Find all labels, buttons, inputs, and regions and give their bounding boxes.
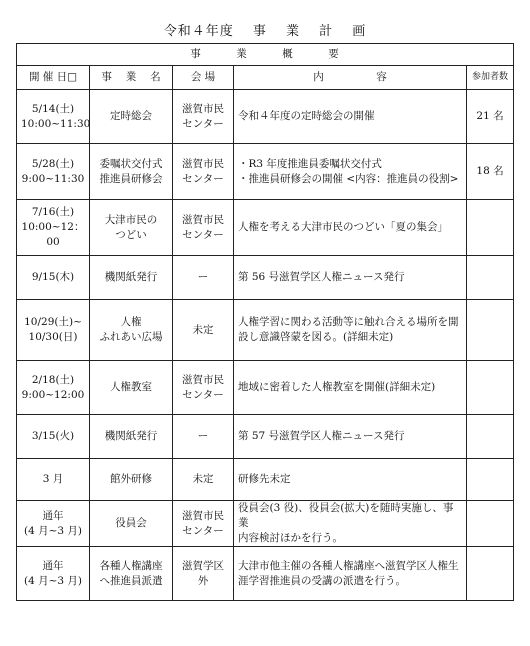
cell-event-name-line: 館外研修 xyxy=(110,473,152,485)
table-row xyxy=(17,200,514,256)
cell-venue-line: 滋賀市民 xyxy=(182,213,224,226)
cell-participants xyxy=(467,300,514,361)
header-date: 開 催 日□ xyxy=(17,66,90,90)
cell-event-name xyxy=(90,256,173,300)
cell-date-line: (4 月~3 月) xyxy=(23,524,83,537)
cell-event-name-line: 各種人権講座 xyxy=(99,559,163,572)
cell-content xyxy=(234,501,467,547)
cell-date-line: 10:00~12： xyxy=(21,221,85,233)
cell-venue xyxy=(173,501,234,547)
cell-event-name xyxy=(90,547,173,601)
cell-date-line: 10/29(土)~ xyxy=(24,316,82,328)
cell-participants-line: 21 名 xyxy=(476,110,504,122)
cell-event-name xyxy=(90,300,173,361)
table-banner: 事 業 概 要 xyxy=(17,44,514,66)
cell-content-line: 設し意識啓蒙を図る。(詳細未定) xyxy=(238,331,394,343)
table-header-row xyxy=(17,66,514,90)
cell-event-name xyxy=(90,200,173,256)
cell-event-name xyxy=(90,501,173,547)
cell-venue xyxy=(173,547,234,601)
table-row xyxy=(17,90,514,144)
cell-content-line: 大津市他主催の各種人権講座へ滋賀学区人権生 xyxy=(238,559,459,572)
cell-participants-line: 18 名 xyxy=(476,165,504,177)
cell-content xyxy=(234,144,467,200)
header-participants: 参加者数 xyxy=(467,66,514,90)
cell-content-line: ・推進員研修会の開催 <内容：推進員の役割> xyxy=(238,172,459,185)
cell-venue-line: センター xyxy=(182,388,224,401)
cell-content xyxy=(234,90,467,144)
cell-content-line: 令和４年度の定時総会の開催 xyxy=(238,110,375,122)
cell-event-name-line: ふれあい広場 xyxy=(99,331,163,343)
cell-participants xyxy=(467,459,514,501)
cell-content xyxy=(234,200,467,256)
cell-content xyxy=(234,415,467,459)
cell-venue-line: センター xyxy=(182,228,224,241)
cell-date-line: 00 xyxy=(46,236,60,248)
cell-participants xyxy=(467,501,514,547)
cell-date xyxy=(17,90,90,144)
cell-event-name-line: 人権 xyxy=(120,316,142,328)
cell-date-line: 5/28(土) xyxy=(31,157,75,170)
cell-venue-line: 外 xyxy=(197,574,209,587)
cell-venue-line: センター xyxy=(182,524,224,537)
cell-date-line: 5/14(土) xyxy=(31,102,75,115)
cell-venue-line: 滋賀市民 xyxy=(182,509,224,522)
cell-event-name xyxy=(90,144,173,200)
cell-participants xyxy=(467,256,514,300)
cell-venue xyxy=(173,361,234,415)
cell-date-line: 9:00~12:00 xyxy=(21,388,85,401)
cell-content-line: 人権学習に関わる活動等に触れ合える場所を開 xyxy=(238,316,459,328)
cell-date xyxy=(17,547,90,601)
cell-event-name-line: 推進員研修会 xyxy=(99,172,163,185)
table-row xyxy=(17,300,514,361)
cell-venue-line: 滋賀学区 xyxy=(182,559,224,572)
cell-content-line: 内容検討ほかを行う。 xyxy=(238,532,343,544)
cell-venue-line: 滋賀市民 xyxy=(182,157,224,170)
cell-venue xyxy=(173,256,234,300)
cell-content-line: ・R3 年度推進員委嘱状交付式 xyxy=(238,157,382,170)
cell-event-name-line: 機関紙発行 xyxy=(104,430,158,442)
cell-event-name-line: 機関紙発行 xyxy=(104,271,158,283)
cell-content xyxy=(234,361,467,415)
cell-venue-line: 未定 xyxy=(192,323,214,336)
cell-content-line: 第 57 号滋賀学区人権ニュース発行 xyxy=(238,430,405,442)
table-banner-row xyxy=(17,44,514,66)
cell-event-name xyxy=(90,459,173,501)
cell-date-line: 3 月 xyxy=(42,473,64,485)
cell-venue-line: 未定 xyxy=(192,473,214,485)
cell-date xyxy=(17,256,90,300)
header-name: 事 業 名 xyxy=(90,66,173,90)
plan-table xyxy=(16,43,514,601)
page-title: 令和４年度 事 業 計 画 xyxy=(163,24,367,39)
cell-participants xyxy=(467,361,514,415)
cell-content-line: 研修先未定 xyxy=(238,473,291,485)
cell-date-line: 通年 xyxy=(42,509,64,522)
cell-event-name-line: 定時総会 xyxy=(110,110,152,122)
cell-date-line: 10:00~11:30 xyxy=(21,117,91,130)
cell-venue xyxy=(173,144,234,200)
cell-date-line: 通年 xyxy=(42,559,64,572)
cell-content xyxy=(234,547,467,601)
cell-event-name-line: 役員会 xyxy=(115,517,147,529)
cell-date xyxy=(17,144,90,200)
cell-date xyxy=(17,200,90,256)
cell-date xyxy=(17,415,90,459)
cell-content-line: 人権を考える大津市民のつどい「夏の集会」 xyxy=(238,221,448,233)
cell-date-line: 7/16(土) xyxy=(31,206,75,218)
cell-participants xyxy=(467,547,514,601)
cell-venue-line: センター xyxy=(182,117,224,130)
cell-content xyxy=(234,300,467,361)
cell-venue-line: 滋賀市民 xyxy=(182,102,224,115)
cell-content xyxy=(234,256,467,300)
cell-venue-line: ー xyxy=(197,271,209,283)
table-row xyxy=(17,256,514,300)
cell-date-line: 2/18(土) xyxy=(31,373,75,386)
cell-date-line: 9:00~11:30 xyxy=(21,172,85,185)
cell-venue-line: 滋賀市民 xyxy=(182,373,224,386)
cell-participants xyxy=(467,200,514,256)
cell-venue xyxy=(173,200,234,256)
cell-content xyxy=(234,459,467,501)
cell-date-line: (4 月~3 月) xyxy=(23,574,83,587)
cell-participants xyxy=(467,415,514,459)
cell-event-name-line: 委嘱状交付式 xyxy=(99,157,163,170)
cell-participants xyxy=(467,144,514,200)
cell-event-name xyxy=(90,90,173,144)
table-row xyxy=(17,415,514,459)
cell-date-line: 10/30(日) xyxy=(28,331,78,343)
cell-date xyxy=(17,361,90,415)
table-row xyxy=(17,501,514,547)
cell-event-name-line: 大津市民の xyxy=(104,213,158,226)
cell-venue xyxy=(173,300,234,361)
cell-venue-line: センター xyxy=(182,172,224,185)
cell-event-name-line: つどい xyxy=(115,228,147,241)
cell-participants xyxy=(467,90,514,144)
cell-venue xyxy=(173,459,234,501)
table-row xyxy=(17,459,514,501)
cell-date xyxy=(17,459,90,501)
header-content: 内 容 xyxy=(234,66,467,90)
table-row xyxy=(17,361,514,415)
cell-content-line: 役員会(3 役)、役員会(拡大)を随時実施し、事業 xyxy=(238,502,454,529)
cell-venue-line: ー xyxy=(197,430,209,442)
cell-event-name xyxy=(90,415,173,459)
cell-event-name xyxy=(90,361,173,415)
table-row xyxy=(17,547,514,601)
cell-content-line: 地域に密着した人権教室を開催(詳細未定) xyxy=(238,381,436,393)
cell-content-line: 涯学習推進員の受講の派遣を行う。 xyxy=(238,574,406,587)
cell-content-line: 第 56 号滋賀学区人権ニュース発行 xyxy=(238,271,405,283)
cell-venue xyxy=(173,415,234,459)
cell-date-line: 3/15(火) xyxy=(31,430,75,442)
cell-date xyxy=(17,501,90,547)
header-venue: 会 場 xyxy=(173,66,234,90)
cell-date-line: 9/15(木) xyxy=(31,271,75,283)
cell-event-name-line: へ推進員派遣 xyxy=(99,574,163,587)
cell-event-name-line: 人権教室 xyxy=(110,381,152,393)
table-row xyxy=(17,144,514,200)
cell-date xyxy=(17,300,90,361)
cell-venue xyxy=(173,90,234,144)
